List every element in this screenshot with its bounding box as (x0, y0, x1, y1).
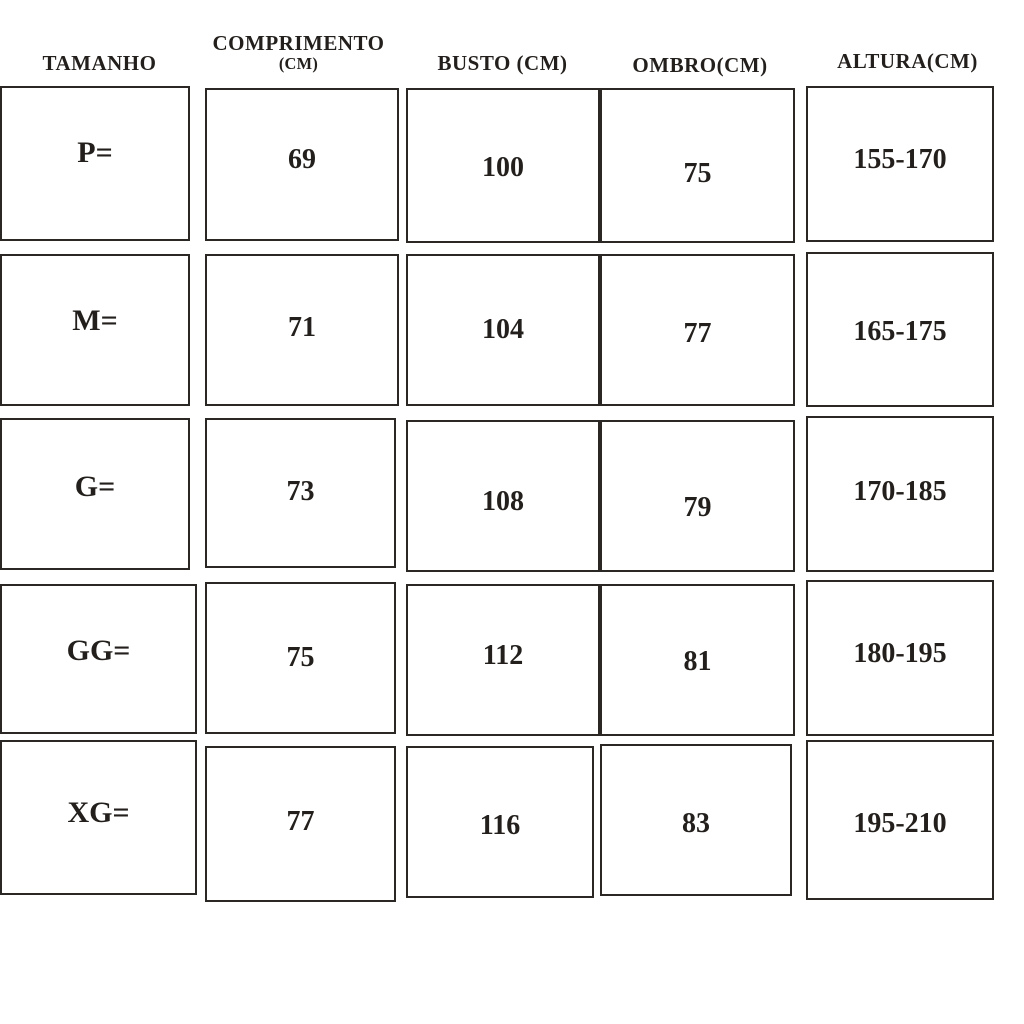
cell-value: P= (77, 136, 113, 169)
table-cell-altura (806, 580, 994, 736)
cell-value: GG= (66, 634, 131, 667)
cell-value: 77 (683, 318, 712, 349)
cell-value: 100 (482, 152, 524, 183)
cell-value: 180-195 (853, 638, 947, 669)
cell-value: 155-170 (853, 144, 947, 175)
table-cell-ombro (600, 744, 792, 896)
cell-value: 104 (482, 314, 524, 345)
table-header-row (0, 0, 1024, 86)
column-header-comprimento-label: COMPRIMENTO (212, 31, 385, 55)
table-cell-tamanho (0, 86, 190, 241)
column-header-comprimento-unit: (CM) (278, 54, 319, 74)
column-header-altura-label: ALTURA(CM) (837, 49, 978, 73)
table-cell-comprimento (205, 88, 399, 241)
table-cell-busto (406, 254, 600, 406)
cell-value: 77 (286, 806, 315, 837)
table-cell-ombro (600, 254, 795, 406)
column-header-altura (800, 50, 1015, 73)
table-cell-comprimento (205, 746, 396, 902)
cell-value: M= (72, 304, 118, 337)
table-cell-busto (406, 746, 594, 898)
table-cell-comprimento (205, 418, 396, 568)
cell-value: 73 (286, 476, 315, 507)
table-cell-comprimento (205, 582, 396, 734)
column-header-comprimento (196, 32, 401, 73)
column-header-ombro-label: OMBRO(CM) (632, 53, 768, 77)
cell-value: 69 (288, 144, 316, 175)
table-cell-ombro (600, 420, 795, 572)
cell-value: 108 (482, 486, 524, 517)
cell-value: 83 (682, 808, 710, 839)
cell-value: 165-175 (853, 316, 947, 347)
cell-value: 81 (683, 646, 712, 677)
cell-value: 170-185 (853, 476, 947, 507)
cell-value: G= (74, 470, 116, 503)
table-cell-tamanho (0, 418, 190, 570)
column-header-tamanho (2, 52, 197, 75)
cell-value: XG= (67, 796, 130, 829)
table-cell-tamanho (0, 254, 190, 406)
cell-value: 112 (482, 640, 524, 671)
table-cell-tamanho (0, 584, 197, 734)
table-cell-comprimento (205, 254, 399, 406)
table-cell-altura (806, 86, 994, 242)
table-cell-ombro (600, 584, 795, 736)
cell-value: 75 (286, 642, 315, 673)
column-header-busto (405, 52, 600, 75)
table-cell-altura (806, 416, 994, 572)
column-header-ombro (600, 54, 800, 77)
cell-value: 195-210 (853, 808, 947, 839)
cell-value: 75 (683, 158, 712, 189)
cell-value: 71 (288, 312, 316, 343)
column-header-tamanho-label: TAMANHO (42, 51, 157, 75)
cell-value: 79 (683, 492, 712, 523)
table-cell-altura (806, 252, 994, 407)
table-cell-busto (406, 584, 600, 736)
table-cell-altura (806, 740, 994, 900)
table-cell-ombro (600, 88, 795, 243)
table-cell-tamanho (0, 740, 197, 895)
cell-value: 116 (479, 810, 521, 841)
column-header-busto-label: BUSTO (CM) (437, 51, 568, 75)
table-cell-busto (406, 420, 600, 572)
table-cell-busto (406, 88, 600, 243)
